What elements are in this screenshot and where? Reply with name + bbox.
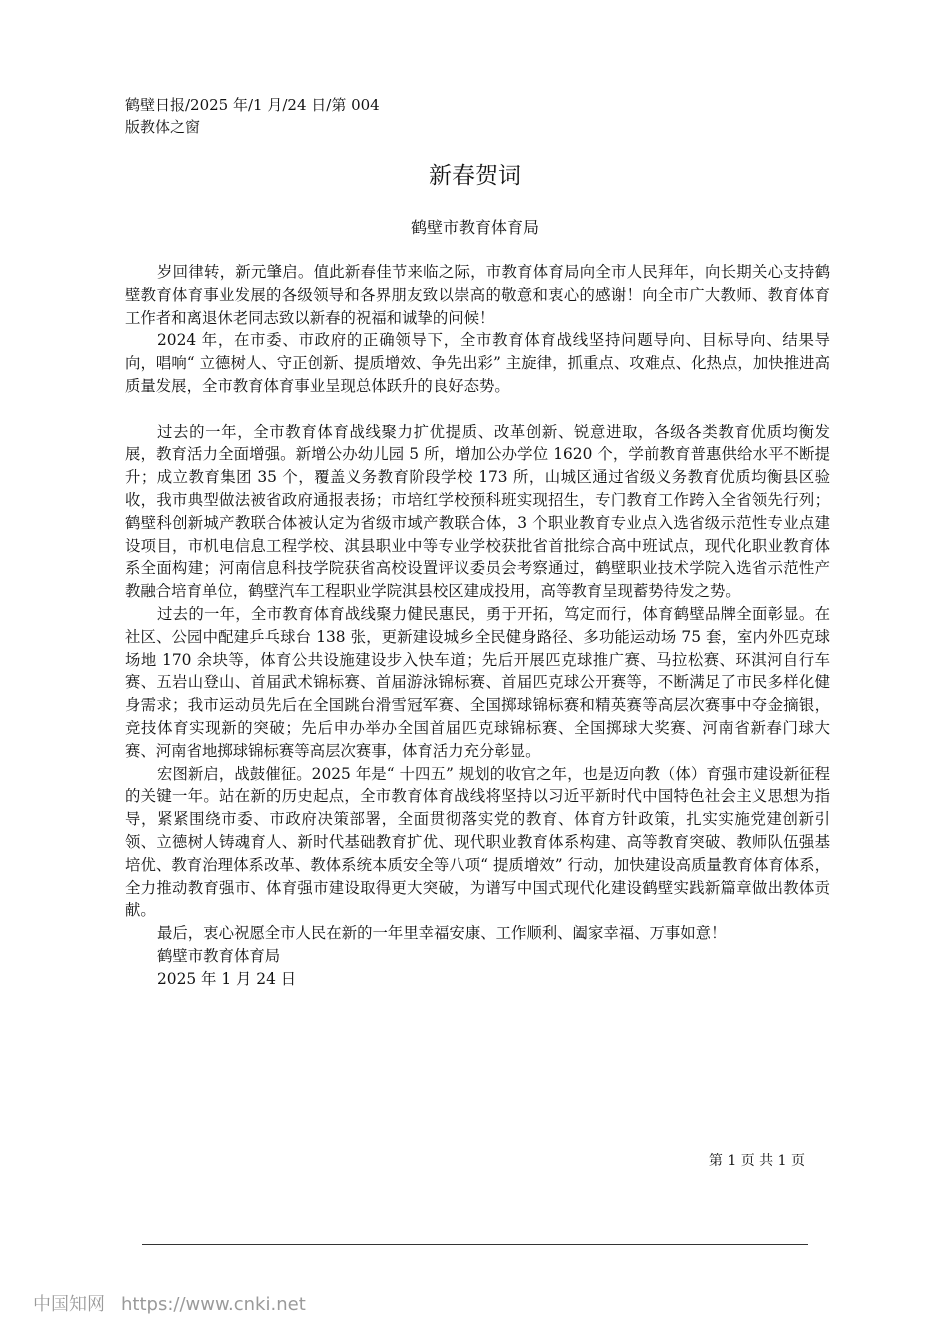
watermark-url[interactable]: https://www.cnki.net [121, 1294, 306, 1315]
watermark-brand: 中国知网 [33, 1294, 105, 1315]
paragraph: 2024 年，在市委、市政府的正确领导下，全市教育体育战线坚持问题导向、目标导向、结果导向，唱响“ 立德树人、守正创新、提质增效、争先出彩” 主旋律，抓重点、攻难点、化热点，加快推进高质量发展，全市教育体育事业呈现总体跃升的良好态势。 [125, 331, 830, 395]
page-number: 第 1 页 共 1 页 [708, 1153, 805, 1169]
cnki-watermark [33, 1293, 306, 1317]
paragraph: 宏图新启，战鼓催征。2025 年是“ 十四五” 规划的收官之年，也是迈向教（体）育强市建设新征程的关键一年。站在新的历史起点，全市教育体育战线将坚持以习近平新时代中国特色社会主义思想为指导，紧紧围绕市委、市政府决策部署，全面贯彻落实党的教育、体育方针政策，扎实实施党建创新引领、立德树人铸魂育人、新时代基础教育扩优、现代职业教育体系构建、高等教育突破、教师队伍强基培优、教育治理体系改革、教体系统本质安全等八项“ 提质增效” 行动，加快建设高质量教育体育体系，全力推动教育强市、体育强市建设取得更大突破，为谱写中国式现代化建设鹤壁实践新篇章做出教体贡献。 [125, 764, 830, 920]
date: 2025 年 1 月 24 日 [157, 969, 297, 988]
signature: 鹤壁市教育体育局 [157, 946, 281, 965]
footer-divider [142, 1244, 808, 1245]
paragraph: 岁回律转，新元肇启。值此新春佳节来临之际，市教育体育局向全市人民拜年，向长期关心支持鹤壁教育体育事业发展的各级领导和各界朋友致以崇高的敬意和衷心的感谢！向全市广大教师、教育体育工作者和离退休老同志致以新春的祝福和诚挚的问候！ [125, 263, 830, 327]
article-body [125, 261, 830, 991]
newspaper-source: 鹤壁日报/2025 年/1 月/24 日/第 004 版教体之窗 [125, 96, 380, 136]
paragraph: 过去的一年，全市教育体育战线聚力健民惠民，勇于开拓，笃定而行，体育鹤壁品牌全面彰显。在社区、公园中配建乒乓球台 138 张，更新建设城乡全民健身路径、多功能运动场 75 套，室内外匹克球场地 170 余块等，体育公共设施建设步入快车道；先后开展匹克球推广赛、马拉松赛、环淇河自行车赛、五岩山登山、首届武术锦标赛、首届游泳锦标赛、首届匹克球公开赛等，不断满足了市民多样化健身需求；我市运动员先后在全国跳台滑雪冠军赛、全国掷球锦标赛和精英赛等高层次赛事中夺金摘银，竞技体育实现新的突破；先后申办举办全国首届匹克球锦标赛、全国掷球大奖赛、河南省新春门球大赛、河南省地掷球锦标赛等高层次赛事，体育活力充分彰显。 [125, 604, 830, 760]
article-title: 新春贺词 [429, 163, 521, 189]
paragraph: 最后，衷心祝愿全市人民在新的一年里幸福安康、工作顺利、阖家幸福、万事如意！ [157, 924, 727, 943]
article-author: 鹤壁市教育体育局 [410, 218, 539, 237]
paragraph: 过去的一年，全市教育体育战线聚力扩优提质、改革创新、锐意进取，各级各类教育优质均衡发展，教育活力全面增强。新增公办幼儿园 5 所，增加公办学位 1620 个，学前教育普惠供给水平不断提升；成立教育集团 35 个，覆盖义务教育阶段学校 173 所，山城区通过省级义务教育优质均衡县区验收，我市典型做法被省政府通报表扬；市培红学校预科班实现招生，专门教育工作跨入全省领先行列；鹤壁科创新城产教联合体被认定为省级市域产教联合体，3 个职业教育专业点入选省级示范性专业点建设项目，市机电信息工程学校、淇县职业中等专业学校获批省首批综合高中班试点，现代化职业教育体系全面构建；河南信息科技学院获省高校设置评议委员会考察通过，鹤壁职业技术学院入选省示范性产教融合培育单位，鹤壁汽车工程职业学院淇县校区建成投用，高等教育呈现蓄势待发之势。 [125, 422, 830, 601]
